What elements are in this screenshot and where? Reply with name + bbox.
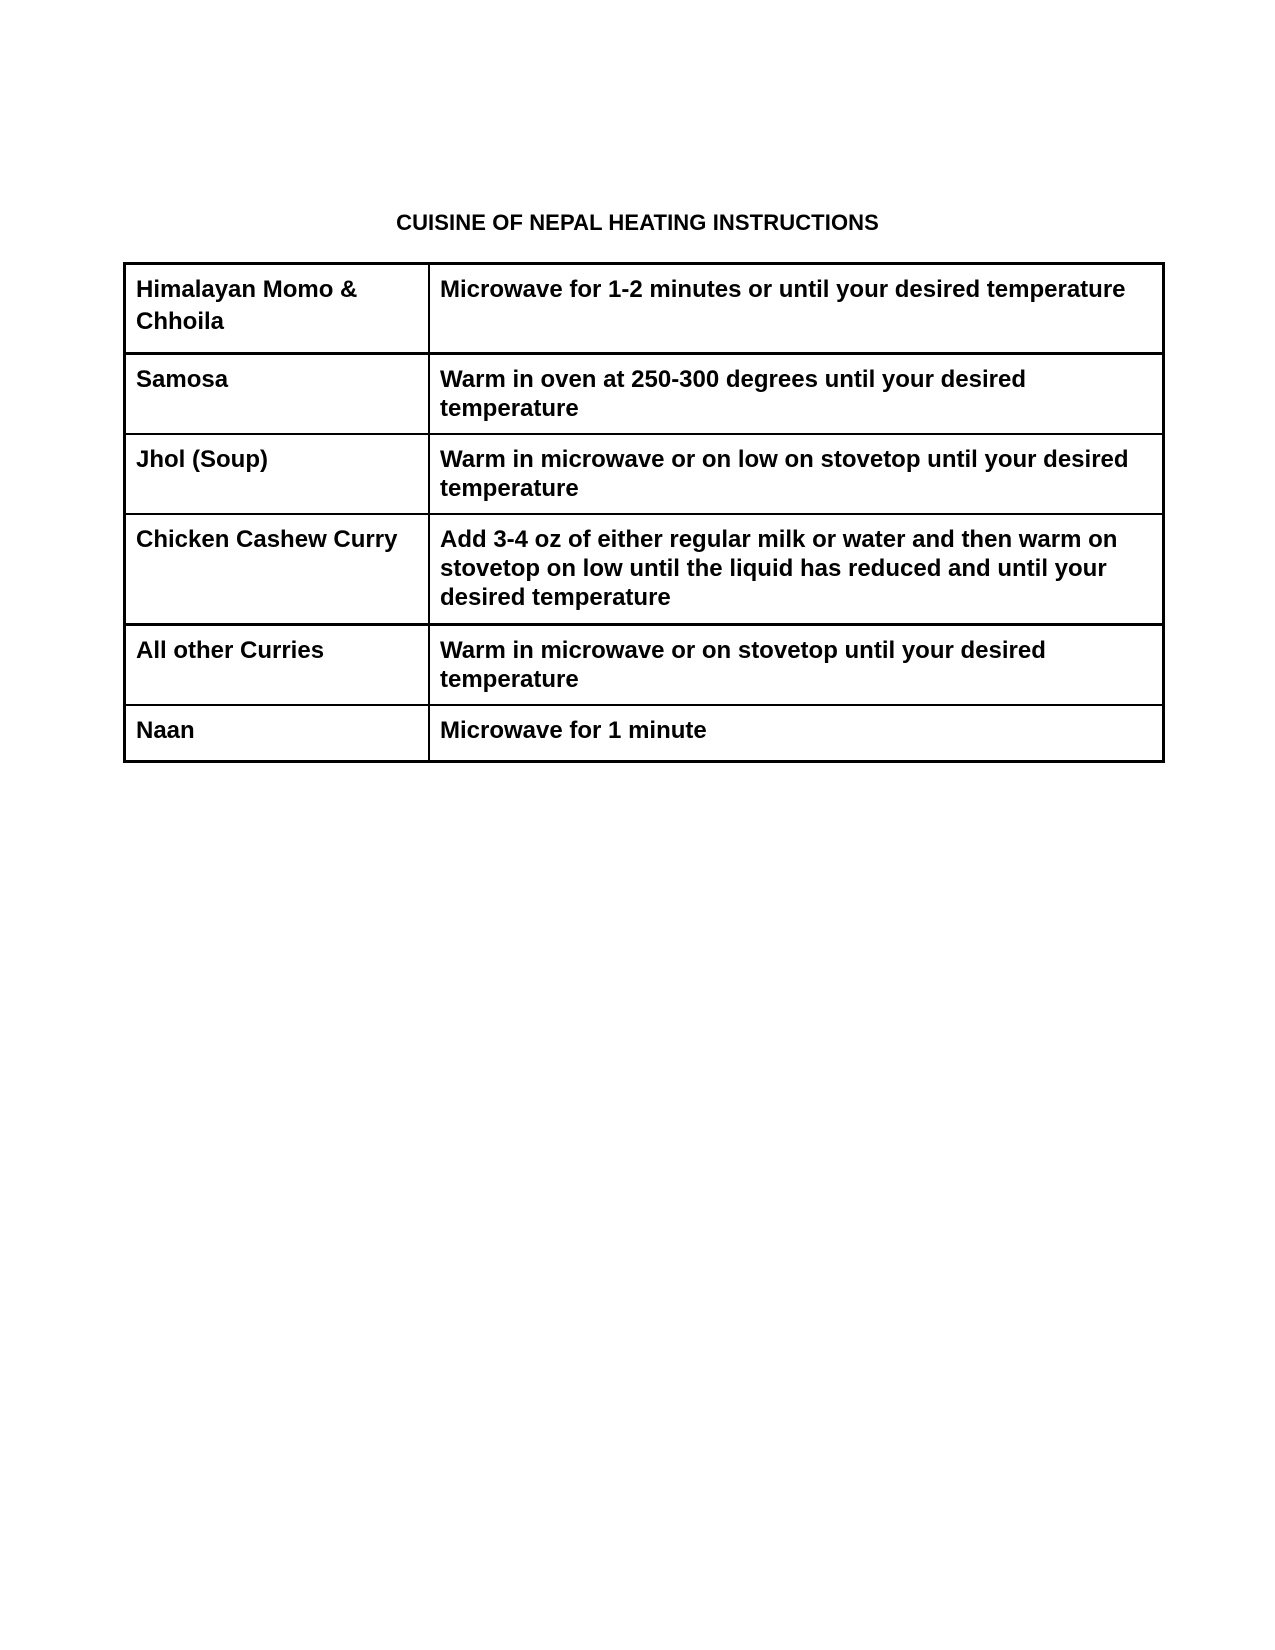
- instruction-cell: Warm in microwave or on low on stovetop until your desired temperature: [429, 434, 1164, 514]
- food-item-cell: Samosa: [125, 354, 430, 435]
- table-row: [125, 354, 1164, 435]
- instruction-cell: Add 3-4 oz of either regular milk or water and then warm on stovetop on low until the liquid has reduced and until your desired temperature: [429, 514, 1164, 625]
- food-item-cell: Chicken Cashew Curry: [125, 514, 430, 625]
- instruction-cell: Warm in microwave or on stovetop until your desired temperature: [429, 625, 1164, 706]
- table-row: [125, 264, 1164, 354]
- heating-instructions-table: [123, 262, 1165, 763]
- food-item-cell: Himalayan Momo & Chhoila: [125, 264, 430, 354]
- instruction-cell: Microwave for 1-2 minutes or until your desired temperature: [429, 264, 1164, 354]
- page-title: CUISINE OF NEPAL HEATING INSTRUCTIONS: [396, 210, 879, 235]
- table-row: [125, 434, 1164, 514]
- table-row: [125, 705, 1164, 762]
- table-row: [125, 625, 1164, 706]
- food-item-cell: Naan: [125, 705, 430, 762]
- food-item-cell: All other Curries: [125, 625, 430, 706]
- food-item-cell: Jhol (Soup): [125, 434, 430, 514]
- table-row: [125, 514, 1164, 625]
- instruction-cell: Microwave for 1 minute: [429, 705, 1164, 762]
- instruction-cell: Warm in oven at 250-300 degrees until your desired temperature: [429, 354, 1164, 435]
